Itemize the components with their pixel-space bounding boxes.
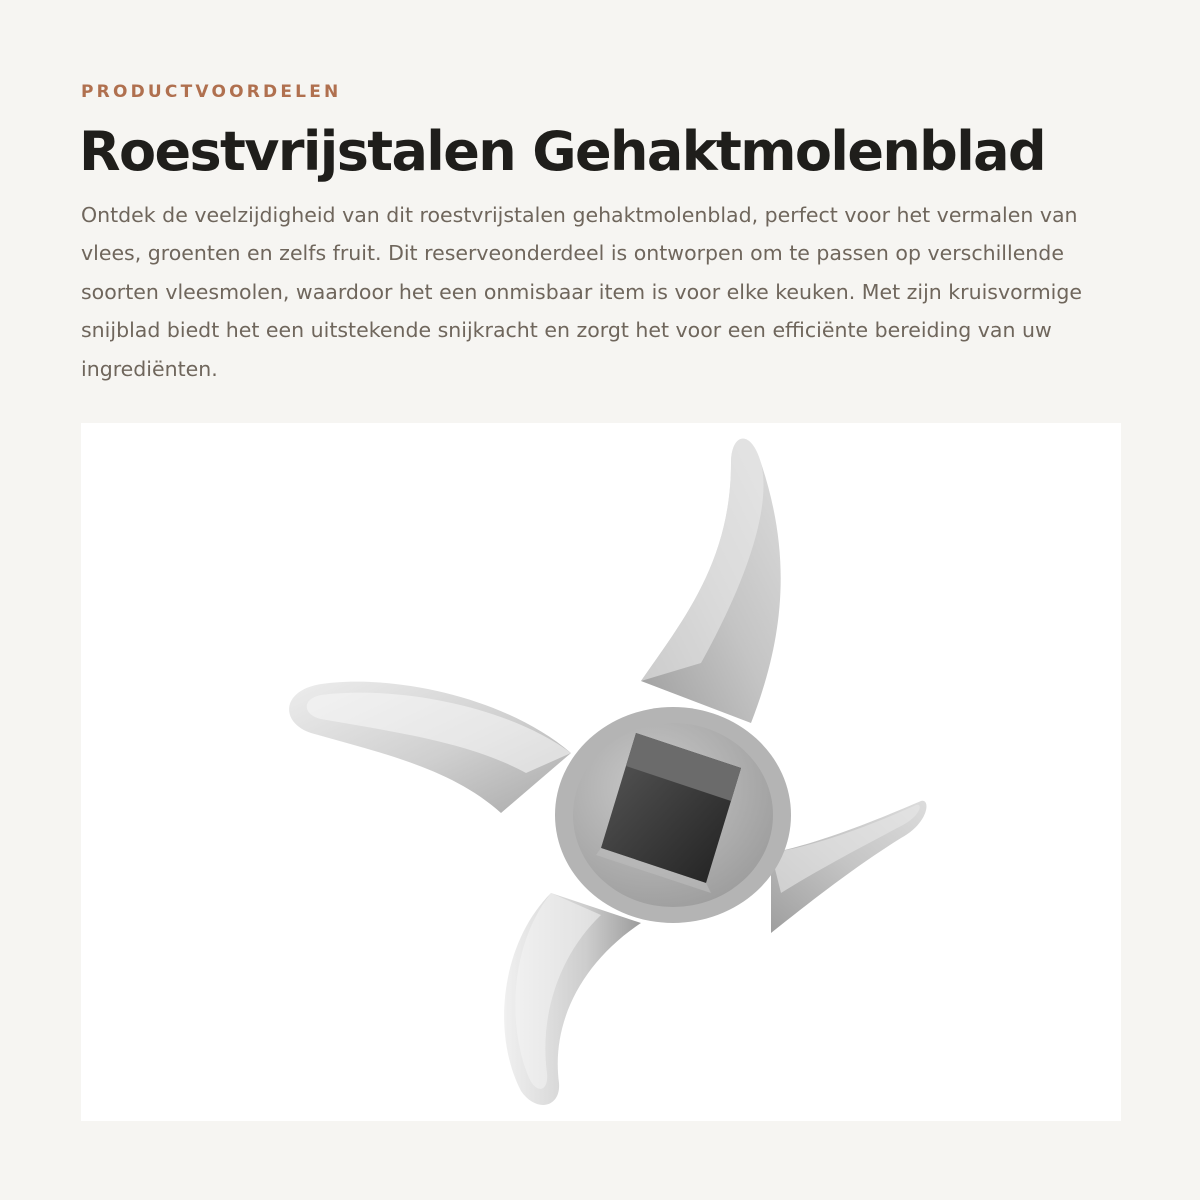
product-image-panel [81, 423, 1121, 1121]
section-title: Roestvrijstalen Gehaktmolenblad [79, 120, 1046, 183]
section-eyebrow: PRODUCTVOORDELEN [81, 82, 342, 102]
meat-grinder-blade-icon [81, 423, 1121, 1121]
section-description: Ontdek de veelzijdigheid van dit roestvrijstalen gehaktmolenblad, perfect voor het vermalen van vlees, groenten en zelfs fruit. Dit reserveonderdeel is ontworpen om te passen op verschillende soorten vleesmolen, waardoor het een onmisbaar item is voor elke keuken. Met zijn kruisvormige snijblad biedt het een uitstekende snijkracht en zorgt het voor een efficiënte bereiding van uw ingrediënten. [81, 203, 1082, 381]
